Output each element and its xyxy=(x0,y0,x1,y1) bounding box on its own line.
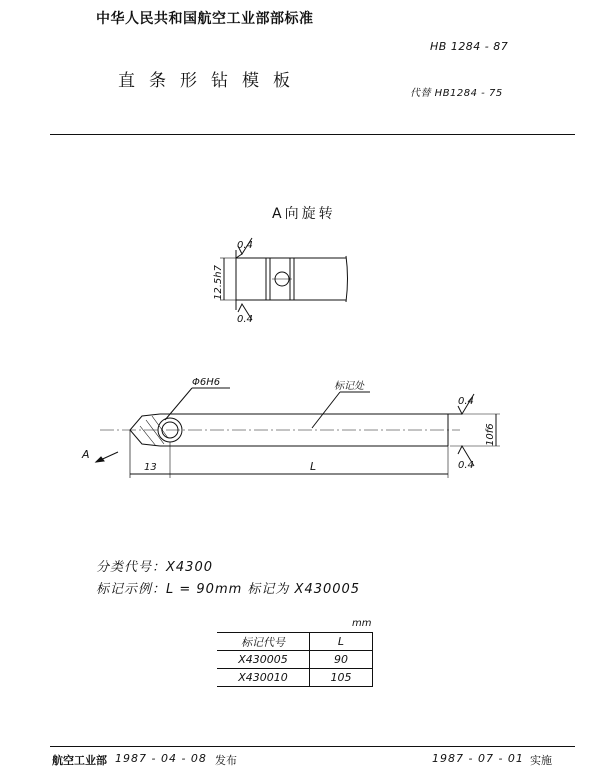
table-row xyxy=(217,651,373,669)
section-roughness-bottom: 0.4 xyxy=(237,314,253,325)
table-cell-length: 105 xyxy=(310,669,373,687)
implementation-label: 实施 xyxy=(530,754,552,767)
section-roughness-top: 0.4 xyxy=(237,240,253,251)
roughness-right-bottom: 0.4 xyxy=(458,460,474,471)
table-unit: mm xyxy=(352,618,372,629)
implementation-date: 1987 - 07 - 01 xyxy=(432,752,524,765)
width-dimension: 10f6 xyxy=(485,423,496,446)
roughness-right-top: 0.4 xyxy=(458,396,474,407)
issuing-authority: 中华人民共和国航空工业部部标准 xyxy=(96,11,314,27)
marking-example: 标记示例：L = 90mm 标记为 X430005 xyxy=(96,582,361,597)
offset-dimension: 13 xyxy=(144,462,157,473)
table-header-row xyxy=(217,633,373,651)
footer-rule xyxy=(50,746,575,747)
issue-label: 发布 xyxy=(215,754,237,767)
footer-authority: 航空工业部 xyxy=(52,754,107,767)
mark-position-label: 标记处 xyxy=(334,381,364,392)
table-cell-code: X430005 xyxy=(217,651,310,669)
section-height-dimension: 12.5h7 xyxy=(213,265,224,300)
length-dimension: L xyxy=(310,460,317,473)
view-title: A向旋转 xyxy=(272,206,336,222)
table-row xyxy=(217,669,373,687)
classification-code: 分类代号：X4300 xyxy=(96,560,213,575)
column-header-length: L xyxy=(310,633,373,651)
standard-number: HB 1284 - 87 xyxy=(430,40,509,53)
document-title: 直条形钻模板 xyxy=(118,71,304,91)
issue-date: 1987 - 04 - 08 xyxy=(115,752,207,765)
table-cell-length: 90 xyxy=(310,651,373,669)
mark-table xyxy=(217,632,373,687)
table-cell-code: X430010 xyxy=(217,669,310,687)
hole-diameter-label: Φ6H6 xyxy=(192,377,221,388)
view-arrow-label: A xyxy=(82,448,90,461)
replaces-standard: 代替 HB1284 - 75 xyxy=(410,88,503,99)
column-header-code: 标记代号 xyxy=(217,633,310,651)
